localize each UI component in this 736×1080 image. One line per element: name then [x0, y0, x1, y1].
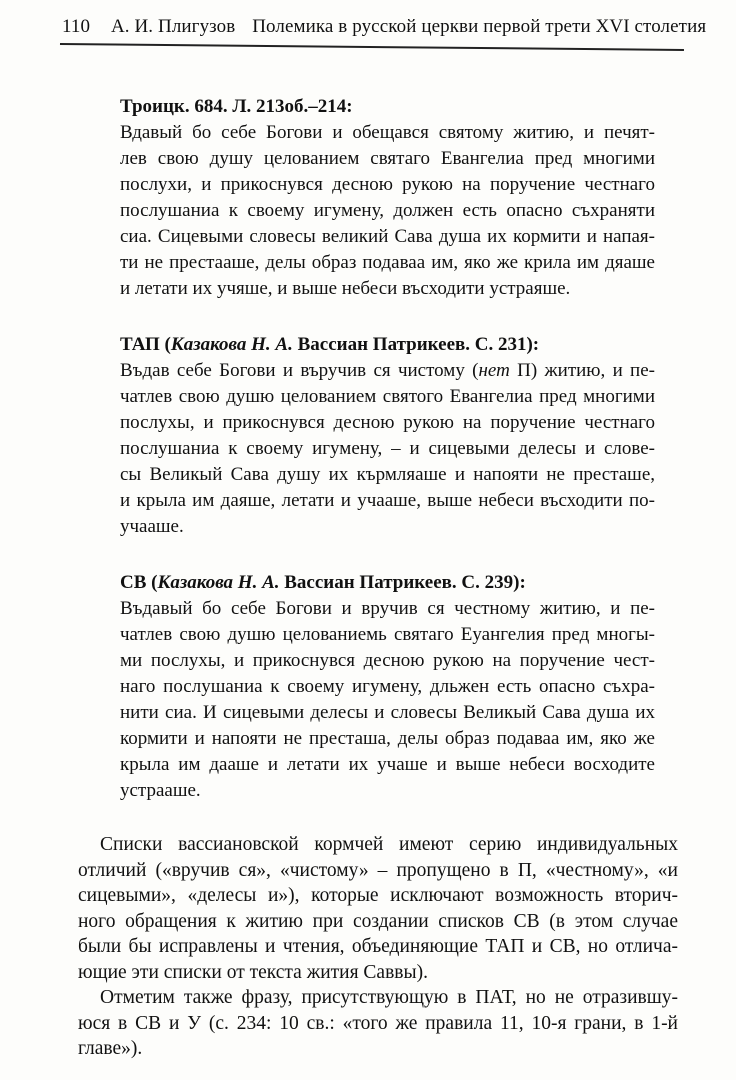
quote-line: Въдав себе Богови и въручив ся чистому (нет П) житию, и пе-: [120, 360, 655, 381]
paragraph-line: главе»).: [78, 1038, 143, 1059]
paragraph-line: были бы исправлены и чтения, объединяющие ТАП и СВ, но отлича-: [78, 936, 678, 957]
quote-line: Вдавый бо себе Богови и обещався святому житию, и печят-: [120, 122, 655, 143]
paragraph-line: отличий («вручив ся», «чистому» – пропущено в П, «честному», «и: [78, 859, 678, 881]
paragraph-line: юся в СВ и У (с. 234: 10 св.: «того же правила 11, 10-я грани, в 1-й: [78, 1012, 678, 1034]
paragraph-line: Списки вассиановской кормчей имеют серию индивидуальных: [100, 834, 678, 855]
running-header: [62, 16, 707, 46]
heading-italic: Казакова Н. А.: [170, 334, 293, 355]
quote-line: устрааше.: [120, 780, 201, 801]
quote-line: послушаниа к своему игумену, должен есть опасно съхраняти: [120, 200, 655, 221]
body-paragraph: [78, 985, 678, 1062]
quote-block-sv: [120, 570, 655, 804]
heading-prefix: ТАП (: [120, 334, 171, 355]
quote-line: лев свою душу целованием святаго Евангелиа пред многими: [120, 148, 655, 169]
heading-italic: Казакова Н. А.: [157, 572, 280, 593]
paragraph-line: ющие эти списки от текста жития Саввы).: [78, 961, 428, 983]
quote-line: послушаниа к своему игумену, – и сицевыми делесы и слове-: [120, 438, 655, 459]
quote-line: наго послушаниа к своему игумену, дльжен есть опасно съхра-: [120, 676, 655, 697]
quote-text: [120, 596, 655, 804]
quote-line: Въдавый бо себе Богови и вручив ся честному житию, и пе-: [120, 598, 655, 619]
quote-line: и летати их учяше, и выше небеси въсходити устраяше.: [120, 278, 571, 299]
heading-prefix: СВ (: [120, 572, 158, 593]
quote-block-tap: [120, 332, 655, 540]
quote-line: и крыла им даяше, летати и учааше, выше небеси въсходити по-: [120, 490, 655, 511]
header-author: А. И. Плигузов: [110, 16, 236, 37]
heading-suffix: Вассиан Патрикеев. С. 231):: [292, 334, 540, 355]
quote-line: сиа. Сицевыми словесы великий Сава душа их кормити и напая-: [120, 226, 655, 247]
quote-heading: Троицк. 684. Л. 213об.–214:: [120, 96, 353, 117]
quote-line: послухи, и прикоснувся десною рукою на поручение честнаго: [120, 174, 655, 195]
quote-line: учааше.: [120, 516, 184, 537]
paragraph-line: Отметим также фразу, присутствующую в ПАТ, но не отразившу-: [100, 987, 678, 1008]
quote-text: [120, 120, 655, 302]
quote-line: чатлев свою душю целованием святого Евангелиа пред многими: [120, 386, 655, 407]
quote-line: сы Великый Сава душу их кърмляаше и напояти не престаше,: [120, 464, 655, 485]
quote-line: крыла им дааше и летати их учаше и выше небеси восходите: [120, 754, 655, 775]
quote-heading: [120, 332, 655, 358]
paragraph-line: ного обращения к житию при создании списков СВ (в этом случае: [78, 910, 678, 932]
quote-text: [120, 358, 655, 540]
header-title: Полемика в русской церкви первой трети XVI столетия: [252, 16, 707, 37]
paragraph-line: сицевыми», «делесы и»), которые исключают возможность вторич-: [78, 885, 678, 906]
quote-line: ми послухы, и прикоснувся десною рукою на поручение чест-: [120, 650, 655, 671]
quote-line: ти не престааше, делы образ подаваа им, яко же крила им дяаше: [120, 252, 655, 273]
page-number: 110: [62, 16, 91, 37]
quote-line: кормити и напояти не престаша, делы образ подаваа им, яко же: [120, 728, 655, 749]
quote-line: послухы, и прикоснувся десною рукою на поручение честнаго: [120, 412, 655, 433]
quote-block-troitsk: [120, 94, 655, 302]
quote-heading: [120, 570, 655, 596]
quote-line: нити сиа. И сицевыми делесы и словесы Великый Сава душа их: [120, 702, 655, 723]
heading-suffix: Вассиан Патрикеев. С. 239):: [279, 572, 526, 593]
quote-line: чатлев свою душю целованиемь святаго Еуангелия пред многы-: [120, 624, 655, 645]
body-paragraph: [78, 832, 678, 985]
